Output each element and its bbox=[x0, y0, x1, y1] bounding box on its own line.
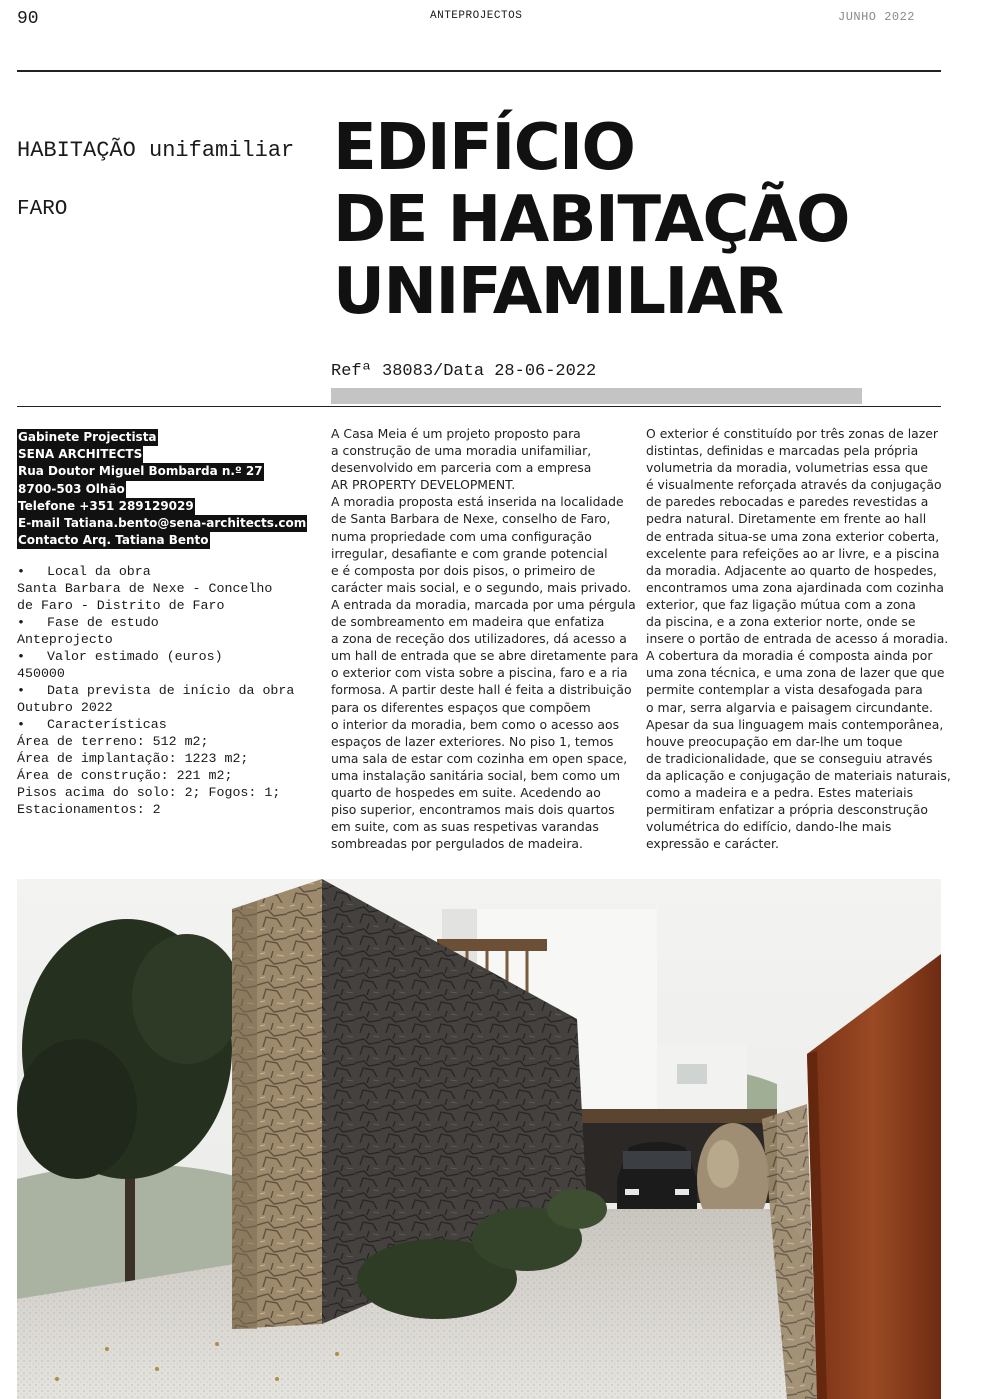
body-text-line: pedra natural. Diretamente em frente ao hall bbox=[646, 511, 927, 527]
body-text-line: de Santa Barbara de Nexe, conselho de Faro, bbox=[331, 511, 611, 527]
header-rule bbox=[17, 70, 941, 72]
body-text-line: desenvolvido em parceria com a empresa bbox=[331, 460, 592, 476]
spec-heading: • Local da obra bbox=[17, 564, 151, 579]
spec-value: Pisos acima do solo: 2; Fogos: 1; bbox=[17, 785, 281, 800]
spec-value: Área de implantação: 1223 m2; bbox=[17, 751, 249, 766]
spec-label: Data prevista de início da obra bbox=[47, 683, 295, 698]
body-text-line: de entrada situa-se uma zona exterior coberta, bbox=[646, 528, 940, 544]
body-text-line: uma sala de estar com cozinha em open space, bbox=[331, 750, 628, 766]
body-text-line: Apesar da sua linguagem mais contemporânea, bbox=[646, 716, 944, 732]
body-text-line: formosa. A partir deste hall é feita a distribuição bbox=[331, 682, 632, 698]
reference-line: Refª 38083/Data 28-06-2022 bbox=[331, 362, 597, 381]
body-text-line: o exterior com vista sobre a piscina, faro e a ria bbox=[331, 665, 628, 681]
body-text-line: distintas, definidas e marcadas pela própria bbox=[646, 443, 919, 459]
body-text-line: A moradia proposta está inserida na localidade bbox=[331, 494, 624, 510]
issue-date: JUNHO 2022 bbox=[838, 10, 916, 24]
body-text-line: excelente para refeições ao ar livre, e a piscina bbox=[646, 545, 940, 561]
body-text-line: encontramos uma zona ajardinada com cozinha bbox=[646, 579, 944, 595]
title-line: UNIFAMILIAR bbox=[333, 255, 783, 329]
contact-line: SENA ARCHITECTS bbox=[17, 446, 143, 463]
body-text-line: o mar, serra algarvia e paisagem circundante. bbox=[646, 699, 933, 715]
body-text-line: de tradicionalidade, que se conseguiu através bbox=[646, 750, 933, 766]
contact-line: Gabinete Projectista bbox=[17, 429, 158, 446]
body-text-line: um hall de entrada que se abre diretamente para bbox=[331, 648, 639, 664]
spec-value: Anteprojecto bbox=[17, 632, 113, 647]
body-column-1 bbox=[331, 425, 639, 852]
contact-block bbox=[17, 429, 307, 549]
body-text-line: quarto de hospedes em suite. Acedendo ao bbox=[331, 784, 601, 800]
spec-heading: • Características bbox=[17, 717, 167, 732]
body-text-line: volumetria da moradia, volumetrias essa que bbox=[646, 460, 929, 476]
body-text-line: exterior, que faz ligação mútua com a zona bbox=[646, 596, 916, 612]
contact-line: Telefone +351 289129029 bbox=[17, 498, 195, 515]
body-text-line: a zona de receção dos utilizadores, dá acesso a bbox=[331, 631, 627, 647]
spec-value: Santa Barbara de Nexe - Concelho bbox=[17, 581, 273, 596]
body-text-line: como a madeira e a pedra. Estes materiais bbox=[646, 784, 914, 800]
body-text-line: e é composta por dois pisos, o primeiro de bbox=[331, 562, 596, 578]
contact-line: 8700-503 Olhão bbox=[17, 481, 126, 498]
page-number: 90 bbox=[17, 9, 39, 29]
spec-label: Características bbox=[47, 717, 167, 732]
project-specs bbox=[17, 563, 322, 818]
body-text-line: piso superior, encontramos mais dois quartos bbox=[331, 802, 615, 818]
title-line: DE HABITAÇÃO bbox=[333, 183, 849, 257]
body-text-line: da moradia. Adjacente ao quarto de hospedes, bbox=[646, 562, 937, 578]
body-text-line: A cobertura da moradia é composta ainda por bbox=[646, 648, 933, 664]
spec-heading: • Data prevista de início da obra bbox=[17, 683, 295, 698]
body-text-line: de paredes rebocadas e paredes revestidas a bbox=[646, 494, 929, 510]
body-text-line: O exterior é constituído por três zonas de lazer bbox=[646, 426, 938, 441]
article-title bbox=[333, 112, 933, 328]
body-text-line: de sombreamento em madeira que enfatiza bbox=[331, 614, 605, 630]
section-name: ANTEPROJECTOS bbox=[430, 10, 523, 22]
body-text-line: o interior da moradia, bem como o acesso aos bbox=[331, 716, 620, 732]
body-text-line: carácter mais social, e o segundo, mais privado. bbox=[331, 579, 632, 595]
spec-value: Área de terreno: 512 m2; bbox=[17, 734, 209, 749]
body-text-line: da piscina, e a zona exterior norte, onde se bbox=[646, 614, 916, 630]
body-text-line: volumétrica do edifício, dando-lhe mais bbox=[646, 819, 892, 835]
body-text-line: permitiram enfatizar a própria desconstrução bbox=[646, 802, 928, 818]
spec-value: Estacionamentos: 2 bbox=[17, 802, 161, 817]
body-text-line: é visualmente reforçada através da conjugação bbox=[646, 477, 942, 493]
body-text-line: espaços de lazer exteriores. No piso 1, temos bbox=[331, 733, 614, 749]
project-location: FARO bbox=[17, 198, 68, 221]
body-text-line: numa propriedade com uma configuração bbox=[331, 528, 592, 544]
body-text-line: em suite, com as suas respetivas varandas bbox=[331, 819, 599, 835]
body-text-line: sombreadas por pergulados de madeira. bbox=[331, 836, 583, 852]
body-text-line: irregular, desafiante e com grande potencial bbox=[331, 545, 608, 561]
body-text-line: da aplicação e conjugação de materiais naturais, bbox=[646, 767, 951, 783]
body-text-line: permite contemplar a vista desafogada para bbox=[646, 682, 923, 698]
section-rule bbox=[17, 406, 941, 407]
house-render-image bbox=[17, 879, 941, 1399]
spec-label: Local da obra bbox=[47, 564, 151, 579]
contact-line: Rua Doutor Miguel Bombarda n.º 27 bbox=[17, 463, 264, 480]
body-text-line: uma zona técnica, e uma zona de lazer que que bbox=[646, 665, 945, 681]
title-line: EDIFÍCIO bbox=[333, 111, 635, 185]
spec-value: 450000 bbox=[17, 666, 65, 681]
spec-value: Área de construção: 221 m2; bbox=[17, 768, 233, 783]
spec-value: de Faro - Distrito de Faro bbox=[17, 598, 225, 613]
spec-heading: • Valor estimado (euros) bbox=[17, 649, 223, 664]
body-text-line: houve preocupação em dar-lhe um toque bbox=[646, 733, 903, 749]
body-text-line: para os diferentes espaços que compõem bbox=[331, 699, 591, 715]
body-text-line: A Casa Meia é um projeto proposto para bbox=[331, 426, 581, 441]
body-text-line: AR PROPERTY DEVELOPMENT. bbox=[331, 477, 516, 493]
contact-line: Contacto Arq. Tatiana Bento bbox=[17, 532, 210, 549]
contact-email: E-mail Tatiana.bento@sena-architects.com bbox=[17, 515, 307, 532]
spec-value: Outubro 2022 bbox=[17, 700, 113, 715]
spec-label: Valor estimado (euros) bbox=[47, 649, 223, 664]
body-text-line: insere o portão de entrada de acesso á moradia. bbox=[646, 631, 949, 647]
spec-heading: • Fase de estudo bbox=[17, 615, 159, 630]
body-text-line: A entrada da moradia, marcada por uma pérgula bbox=[331, 596, 636, 612]
body-text-line: uma instalação sanitária social, bem como um bbox=[331, 767, 621, 783]
body-text-line: expressão e carácter. bbox=[646, 836, 779, 852]
body-text-line: a construção de uma moradia unifamiliar, bbox=[331, 443, 592, 459]
spec-label: Fase de estudo bbox=[47, 615, 159, 630]
body-column-2 bbox=[646, 425, 951, 852]
reference-bar bbox=[331, 388, 862, 404]
project-category: HABITAÇÃO unifamiliar bbox=[17, 138, 295, 163]
